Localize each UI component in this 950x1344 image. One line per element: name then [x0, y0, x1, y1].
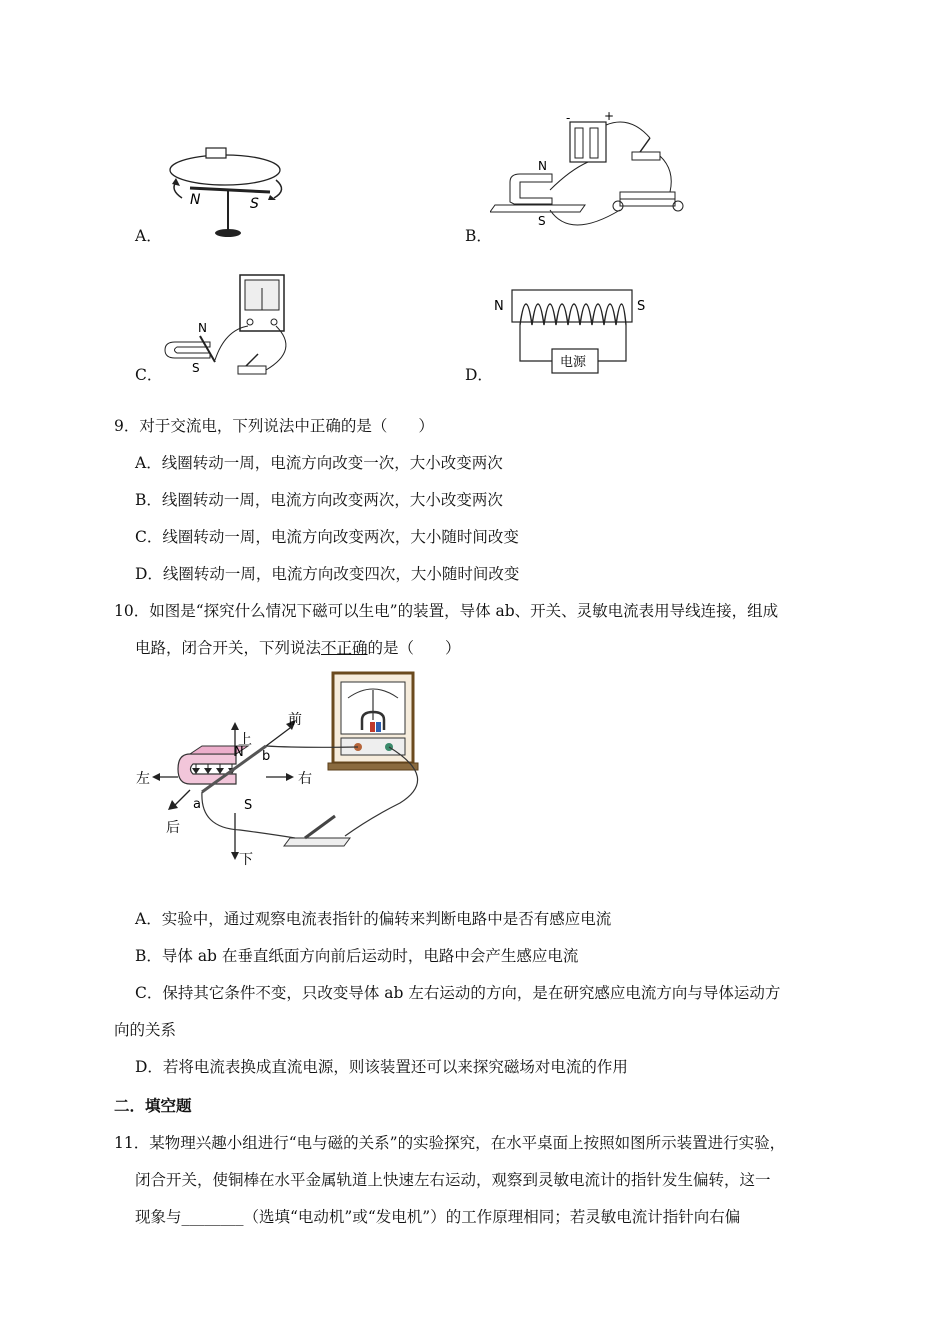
- section-title-fill-blank: 二．填空题: [114, 1096, 192, 1115]
- q10-stem-line1: 10．如图是“探究什么情况下磁可以生电”的装置，导体 ab、开关、灵敏电流表用导线连接，组成: [114, 602, 779, 620]
- q10-option-c: C．保持其它条件不变，只改变导体 ab 左右运动的方向，是在研究感应电流方向与导体运动方: [135, 984, 781, 1002]
- q10-stem-underlined: 不正确: [321, 639, 368, 657]
- option-c-label: C．: [135, 366, 163, 384]
- figure-b-motor: [490, 110, 700, 245]
- fig-c-s: S: [192, 361, 200, 375]
- fig-d-source: 电源: [560, 355, 587, 370]
- q10-option-c-cont: 向的关系: [114, 1021, 177, 1039]
- q10-option-b: B．导体 ab 在垂直纸面方向前后运动时，电路中会产生感应电流: [135, 947, 579, 965]
- q9-option-a: A．线圈转动一周，电流方向改变一次，大小改变两次: [135, 454, 503, 472]
- fig10-down: 下: [239, 852, 253, 868]
- q9-option-b: B．线圈转动一周，电流方向改变两次，大小改变两次: [135, 491, 503, 509]
- fig10-a: a: [193, 797, 201, 812]
- fig-d-s: S: [637, 299, 646, 314]
- option-d-label: D．: [465, 366, 493, 384]
- q9-option-c: C．线圈转动一周，电流方向改变两次，大小随时间改变: [135, 528, 519, 546]
- q9-option-d: D．线圈转动一周，电流方向改变四次，大小随时间改变: [135, 565, 520, 583]
- option-a-label: A．: [135, 227, 162, 245]
- figure-q10-induction: [130, 668, 440, 873]
- fig-c-n: N: [198, 321, 207, 335]
- q10-stem-pre: 电路，闭合开关，下列说法: [135, 639, 322, 657]
- fig10-n: N: [234, 745, 244, 760]
- q10-option-d: D．若将电流表换成直流电源，则该装置还可以来探究磁场对电流的作用: [135, 1058, 628, 1076]
- figure-c-generator: [160, 270, 305, 380]
- fig-b-n: N: [538, 159, 547, 173]
- fig-b-plus: +: [604, 110, 615, 123]
- q11-line3: 现象与________（选填“电动机”或“发电机”）的工作原理相同；若灵敏电流计指针向右偏: [135, 1208, 741, 1226]
- fig-b-minus: -: [566, 111, 571, 125]
- fig-d-n: N: [494, 299, 504, 314]
- option-b-label: B．: [465, 227, 492, 245]
- fig-a-n-label: N: [190, 192, 201, 208]
- fig10-right: 右: [298, 771, 312, 787]
- figure-d-solenoid: [490, 285, 660, 380]
- figure-a-oersted: [160, 140, 300, 240]
- fig10-back: 后: [166, 820, 180, 836]
- fig10-b: b: [262, 749, 271, 764]
- q10-stem-post: 的是（ ）: [367, 639, 461, 657]
- q9-stem: 9．对于交流电，下列说法中正确的是（ ）: [114, 417, 434, 435]
- q10-option-a: A．实验中，通过观察电流表指针的偏转来判断电路中是否有感应电流: [135, 910, 612, 928]
- fig10-up: 上: [238, 732, 252, 748]
- q11-line2: 闭合开关，使铜棒在水平金属轨道上快速左右运动，观察到灵敏电流计的指针发生偏转，这一: [135, 1171, 771, 1189]
- fig10-front: 前: [288, 712, 302, 728]
- q10-stem-line2: [135, 638, 461, 658]
- fig10-s: S: [244, 798, 253, 813]
- q11-line1: 11．某物理兴趣小组进行“电与磁的关系”的实验探究，在水平桌面上按照如图所示装置进行实验，: [114, 1134, 786, 1152]
- fig10-left: 左: [136, 771, 150, 787]
- fig-a-s-label: S: [250, 196, 259, 212]
- fig-b-s: S: [538, 214, 546, 228]
